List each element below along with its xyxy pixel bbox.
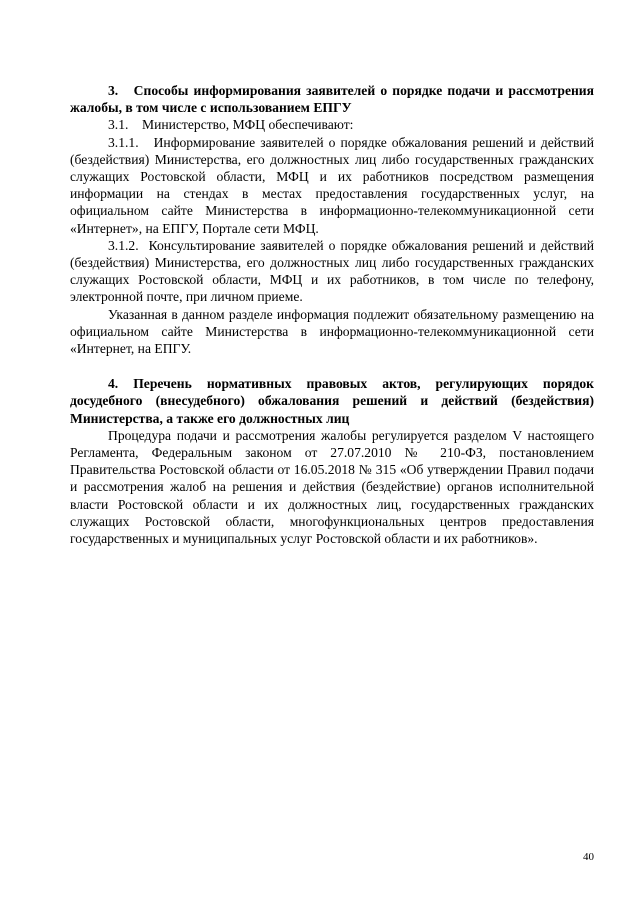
section-3-heading: 3. Способы информирования заявителей о порядке подачи и рассмотрения жалобы, в том числе с использованием ЕПГУ [70,83,594,116]
section-3-note-paragraph: Указанная в данном разделе информация подлежит обязательному размещению на официальном сайте Министерства в информационно-телекоммуникационной сети «Интернет, на ЕПГУ. [70,306,594,357]
section-4-paragraph: Процедура подачи и рассмотрения жалобы регулируется разделом V настоящего Регламента, Федеральным законом от 27.07.2010 № 210-ФЗ, постановлением Правительства Ростовской области от 16.05.2018 № 315 «Об утверждении Правил подачи и рассмотрения жалоб на решения и действия (бездействие) органов исполнительной власти Ростовской области и их должностных лиц, государственных гражданских служащих Ростовской области, многофункциональных центров предоставления государственных и муниципальных услуг Ростовской области и их работников». [70,427,594,547]
section-spacer [70,357,594,375]
section-3-1-1-paragraph: 3.1.1. Информирование заявителей о порядке обжалования решений и действий (бездействия) Министерства, его должностных лиц либо государственных гражданских служащих Ростовской области, МФЦ и их работников посредством размещения информации на стендах в местах предоставления государственных услуг, на официальном сайте Министерства в информационно-телекоммуникационной сети «Интернет», на ЕПГУ, Портале сети МФЦ. [70,134,594,236]
section-4-heading: 4. Перечень нормативных правовых актов, регулирующих порядок досудебного (внесудебного) обжалования решений и действий (бездействия) Министерства, а также его должностных лиц [70,376,594,426]
section-3-1-paragraph: 3.1. Министерство, МФЦ обеспечивают: [108,117,354,133]
page-number: 40 [583,851,594,863]
section-3-1-2-paragraph: 3.1.2. Консультирование заявителей о порядке обжалования решений и действий (бездействия) Министерства, его должностных лиц либо государственных гражданских служащих Ростовской области, МФЦ и их работников, в том числе по телефону, электронной почте, при личном приеме. [70,237,594,305]
document-page [70,82,594,547]
